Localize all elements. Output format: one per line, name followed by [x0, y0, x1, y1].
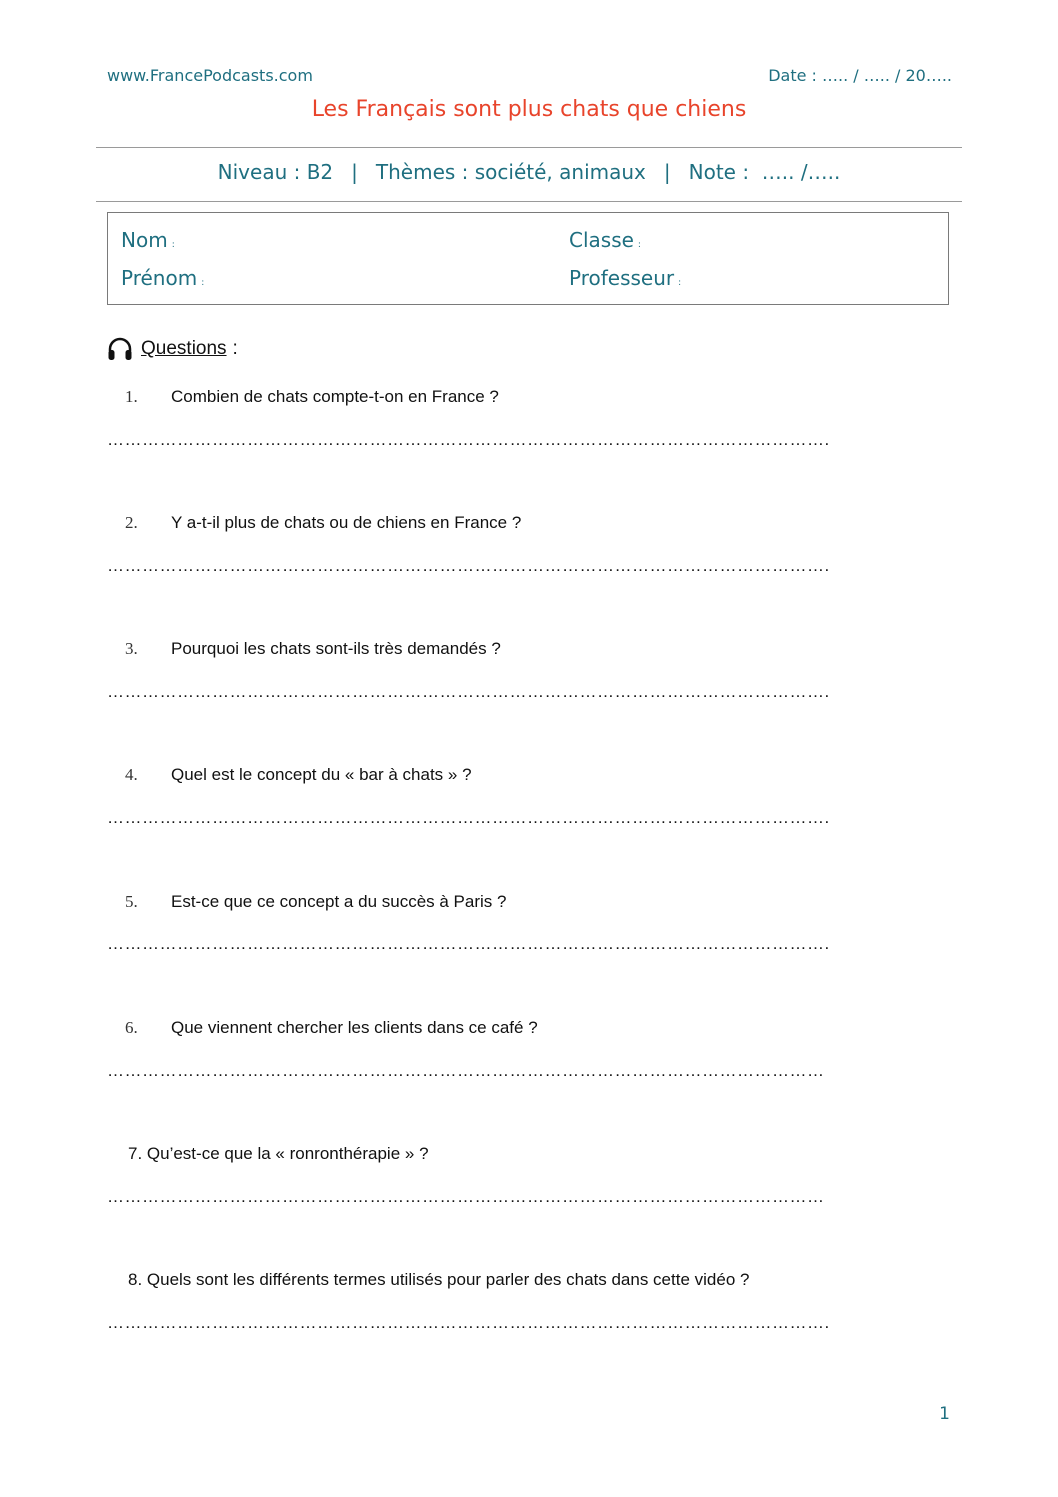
nom-field[interactable] — [121, 228, 175, 252]
professeur-label: Professeur — [569, 266, 675, 290]
site-url: www.FrancePodcasts.com — [107, 66, 313, 85]
date-field: Date : ….. / ….. / 20….. — [768, 66, 952, 85]
question-number: 3. — [125, 639, 138, 658]
colon: : — [678, 278, 682, 288]
answer-line-2[interactable]: ……………………………………………………………………………………………………………. — [107, 556, 830, 575]
colon: : — [201, 278, 205, 288]
page-number: 1 — [939, 1404, 950, 1424]
answer-line-6[interactable]: …………………………………………………………………………………………………………… — [107, 1061, 825, 1080]
classe-field[interactable] — [569, 228, 641, 252]
answer-line-5[interactable]: ……………………………………………………………………………………………………………. — [107, 934, 830, 953]
separator: | — [351, 160, 358, 184]
level-label: Niveau : B2 — [217, 160, 334, 184]
question-number: 1. — [125, 387, 138, 406]
question-number: 2. — [125, 513, 138, 532]
question-text: Combien de chats compte-t-on en France ? — [171, 387, 499, 406]
page-title: Les Français sont plus chats que chiens — [311, 97, 747, 122]
question-text: Que viennent chercher les clients dans ce café ? — [171, 1018, 538, 1037]
meta-divider — [96, 201, 962, 202]
answer-line-3[interactable]: ……………………………………………………………………………………………………………. — [107, 682, 830, 701]
question-text: Y a-t-il plus de chats ou de chiens en France ? — [171, 513, 522, 532]
question-number: 5. — [125, 892, 138, 911]
meta-line — [0, 160, 1058, 184]
answer-line-4[interactable]: ……………………………………………………………………………………………………………. — [107, 808, 830, 827]
question-text: 8. Quels sont les différents termes utilisés pour parler des chats dans cette vidéo ? — [128, 1270, 750, 1289]
question-text: 7. Qu’est-ce que la « ronronthérapie » ? — [128, 1144, 429, 1163]
professeur-field[interactable] — [569, 266, 681, 290]
colon: : — [637, 240, 641, 250]
prenom-label: Prénom — [121, 266, 198, 290]
headphones-icon — [107, 337, 133, 361]
classe-label: Classe — [569, 228, 634, 252]
answer-line-8[interactable]: ……………………………………………………………………………………………………………. — [107, 1313, 830, 1332]
questions-label: Questions — [141, 338, 227, 359]
colon: : — [171, 240, 175, 250]
question-text: Quel est le concept du « bar à chats » ? — [171, 765, 472, 784]
question-number: 6. — [125, 1018, 138, 1037]
question-text: Est-ce que ce concept a du succès à Paris ? — [171, 892, 507, 911]
student-info-box — [107, 212, 949, 305]
question-number: 4. — [125, 765, 138, 784]
answer-line-7[interactable]: …………………………………………………………………………………………………………… — [107, 1187, 825, 1206]
questions-colon: : — [232, 338, 238, 359]
themes-label: Thèmes : société, animaux — [375, 160, 646, 184]
answer-line-1[interactable]: ……………………………………………………………………………………………………………. — [107, 430, 830, 449]
prenom-field[interactable] — [121, 266, 204, 290]
nom-label: Nom — [121, 228, 168, 252]
note-label: Note : ….. /….. — [688, 160, 841, 184]
question-text: Pourquoi les chats sont-ils très demandés ? — [171, 639, 501, 658]
questions-heading — [107, 337, 238, 361]
top-divider — [96, 147, 962, 148]
separator: | — [663, 160, 671, 184]
